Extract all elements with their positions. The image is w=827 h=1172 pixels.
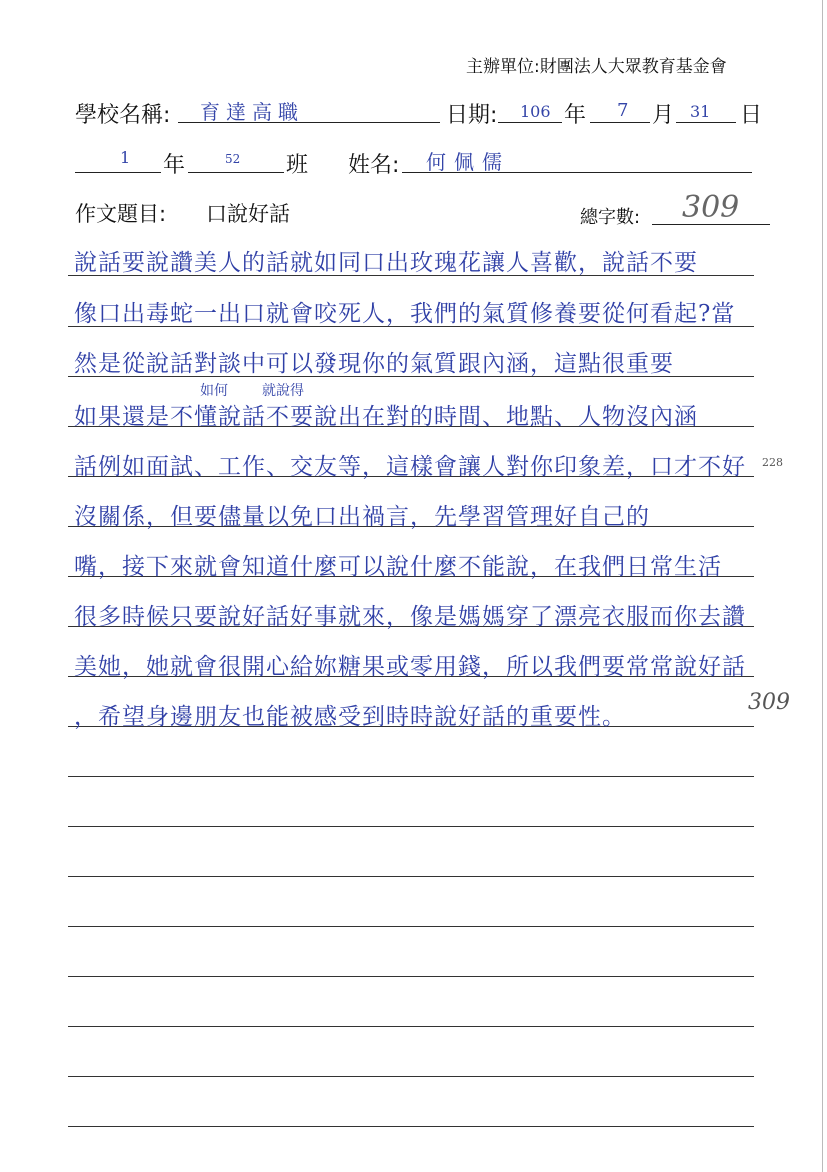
essay-line: 如果還是不懂說話不要說出在對的時間、地點、人物沒內涵 bbox=[74, 404, 698, 430]
year-value: 106 bbox=[520, 102, 551, 121]
ruled-line bbox=[68, 926, 754, 927]
class-underline bbox=[188, 172, 284, 173]
essay-line: ，希望身邊朋友也能被感受到時時說好話的重要性。 bbox=[74, 704, 626, 730]
day-value: 31 bbox=[690, 102, 711, 121]
day-label: 日 bbox=[740, 103, 763, 128]
insertion-2: 就說得 bbox=[262, 383, 304, 399]
essay-line: 沒關係，但要儘量以免口出禍言，先學習管理好自己的 bbox=[74, 504, 650, 530]
topic-label: 作文題目: bbox=[75, 202, 167, 226]
year-underline bbox=[498, 122, 562, 123]
insertion-1: 如何 bbox=[200, 383, 228, 399]
name-underline bbox=[402, 172, 752, 173]
name-label: 姓名: bbox=[348, 153, 400, 178]
date-label: 日期: bbox=[446, 103, 498, 128]
margin-count-309: 309 bbox=[748, 690, 790, 715]
month-value: 7 bbox=[617, 100, 629, 121]
grade-underline bbox=[75, 172, 161, 173]
school-label: 學校名稱: bbox=[75, 103, 171, 128]
essay-line: 很多時候只要說好話好事就來，像是媽媽穿了漂亮衣服而你去讚 bbox=[74, 604, 746, 630]
ruled-line bbox=[68, 1126, 754, 1127]
school-underline bbox=[178, 122, 440, 123]
grade-value: 1 bbox=[120, 148, 131, 167]
topic-value: 口說好話 bbox=[206, 202, 290, 226]
wordcount-label: 總字數: bbox=[580, 207, 641, 228]
essay-line: 像口出毒蛇一出口就會咬死人，我們的氣質修養要從何看起?當 bbox=[74, 301, 736, 327]
essay-line: 美她，她就會很開心給妳糖果或零用錢，所以我們要常常說好話 bbox=[74, 654, 746, 680]
essay-line: 說話要說讚美人的話就如同口出玫瑰花讓人喜歡，說話不要 bbox=[74, 250, 698, 276]
ruled-line bbox=[68, 826, 754, 827]
year-label: 年 bbox=[564, 103, 587, 128]
organizer-label: 主辦單位:財團法人大眾教育基金會 bbox=[466, 57, 727, 77]
ruled-line bbox=[68, 976, 754, 977]
name-value: 何佩儒 bbox=[426, 150, 510, 174]
ruled-line bbox=[68, 876, 754, 877]
page-edge bbox=[822, 0, 823, 1172]
class-label: 班 bbox=[286, 153, 309, 178]
ruled-line bbox=[68, 1026, 754, 1027]
class-value: 52 bbox=[225, 152, 241, 166]
month-underline bbox=[590, 122, 650, 123]
grade-label: 年 bbox=[163, 153, 186, 178]
school-value: 育達高職 bbox=[200, 100, 304, 124]
margin-count-228: 228 bbox=[762, 456, 783, 469]
essay-line: 話例如面試、工作、交友等，這樣會讓人對你印象差，口才不好 bbox=[74, 454, 746, 480]
essay-line: 然是從說話對談中可以發現你的氣質跟內涵，這點很重要 bbox=[74, 351, 674, 377]
wordcount-value: 309 bbox=[682, 190, 740, 225]
day-underline bbox=[676, 122, 736, 123]
ruled-line bbox=[68, 1076, 754, 1077]
month-label: 月 bbox=[652, 103, 675, 128]
wordcount-underline bbox=[652, 224, 770, 225]
essay-line: 嘴，接下來就會知道什麼可以說什麼不能說，在我們日常生活 bbox=[74, 554, 722, 580]
ruled-line bbox=[68, 776, 754, 777]
